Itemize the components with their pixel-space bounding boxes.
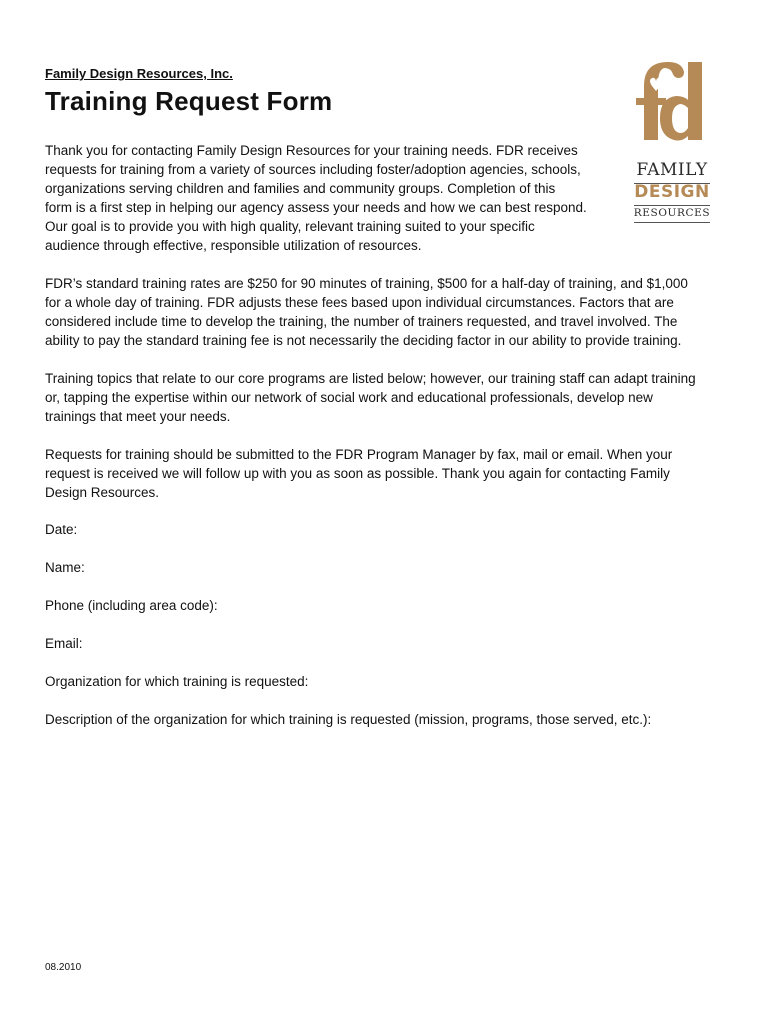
logo-word-resources: RESOURCES	[633, 207, 711, 219]
text-line: Training topics that relate to our core programs are listed below; however, our training staff can adapt training	[45, 371, 696, 386]
page-title: Training Request Form	[45, 86, 333, 116]
logo-rule-bottom	[634, 222, 710, 223]
submission-paragraph	[45, 445, 672, 502]
fd-monogram-icon	[636, 62, 702, 141]
text-line: organizations serving children and families and community groups. Completion of this	[45, 181, 556, 196]
text-line: Design Resources.	[45, 485, 160, 500]
fdr-logo	[630, 58, 712, 228]
text-line: for a whole day of training. FDR adjusts these fees based upon individual circumstances. Factors that are	[45, 295, 674, 310]
text-line: FDR’s standard training rates are $250 for 90 minutes of training, $500 for a half-day of training, and $1,000	[45, 276, 688, 291]
rates-paragraph	[45, 274, 688, 350]
email-field-label[interactable]: Email:	[45, 636, 83, 651]
text-line: ability to pay the standard training fee is not necessarily the deciding factor in our ability to provide training.	[45, 333, 682, 348]
text-line: considered include time to develop the training, the number of trainers requested, and travel involved. The	[45, 314, 678, 329]
organization-field-label[interactable]: Organization for which training is requested:	[45, 674, 309, 689]
date-field-label[interactable]: Date:	[45, 522, 78, 537]
topics-paragraph	[45, 369, 696, 426]
logo-word-family: FAMILY	[636, 160, 708, 180]
form-version: 08.2010	[45, 962, 82, 973]
intro-paragraph-1	[45, 141, 587, 255]
text-line: Requests for training should be submitted to the FDR Program Manager by fax, mail or email. When your	[45, 447, 673, 462]
name-field-label[interactable]: Name:	[45, 560, 85, 575]
text-line: form is a first step in helping our agency assess your needs and how we can best respond.	[45, 200, 587, 215]
logo-rule-middle	[634, 205, 710, 206]
text-line: Thank you for contacting Family Design Resources for your training needs. FDR receives	[45, 143, 578, 158]
description-field-label[interactable]: Description of the organization for which training is requested (mission, programs, those served, etc.):	[45, 712, 652, 727]
text-line: trainings that meet your needs.	[45, 409, 231, 424]
organization-name: Family Design Resources, Inc.	[45, 66, 233, 81]
logo-word-design: DESIGN	[634, 182, 710, 202]
text-line: request is received we will follow up with you as soon as possible. Thank you again for contacting Family	[45, 466, 670, 481]
text-line: audience through effective, responsible utilization of resources.	[45, 238, 422, 253]
phone-field-label[interactable]: Phone (including area code):	[45, 598, 218, 613]
text-line: Our goal is to provide you with high quality, relevant training suited to your specific	[45, 219, 535, 234]
text-line: or, tapping the expertise within our network of social work and educational professionals, develop new	[45, 390, 653, 405]
text-line: requests for training from a variety of sources including foster/adoption agencies, schools,	[45, 162, 581, 177]
